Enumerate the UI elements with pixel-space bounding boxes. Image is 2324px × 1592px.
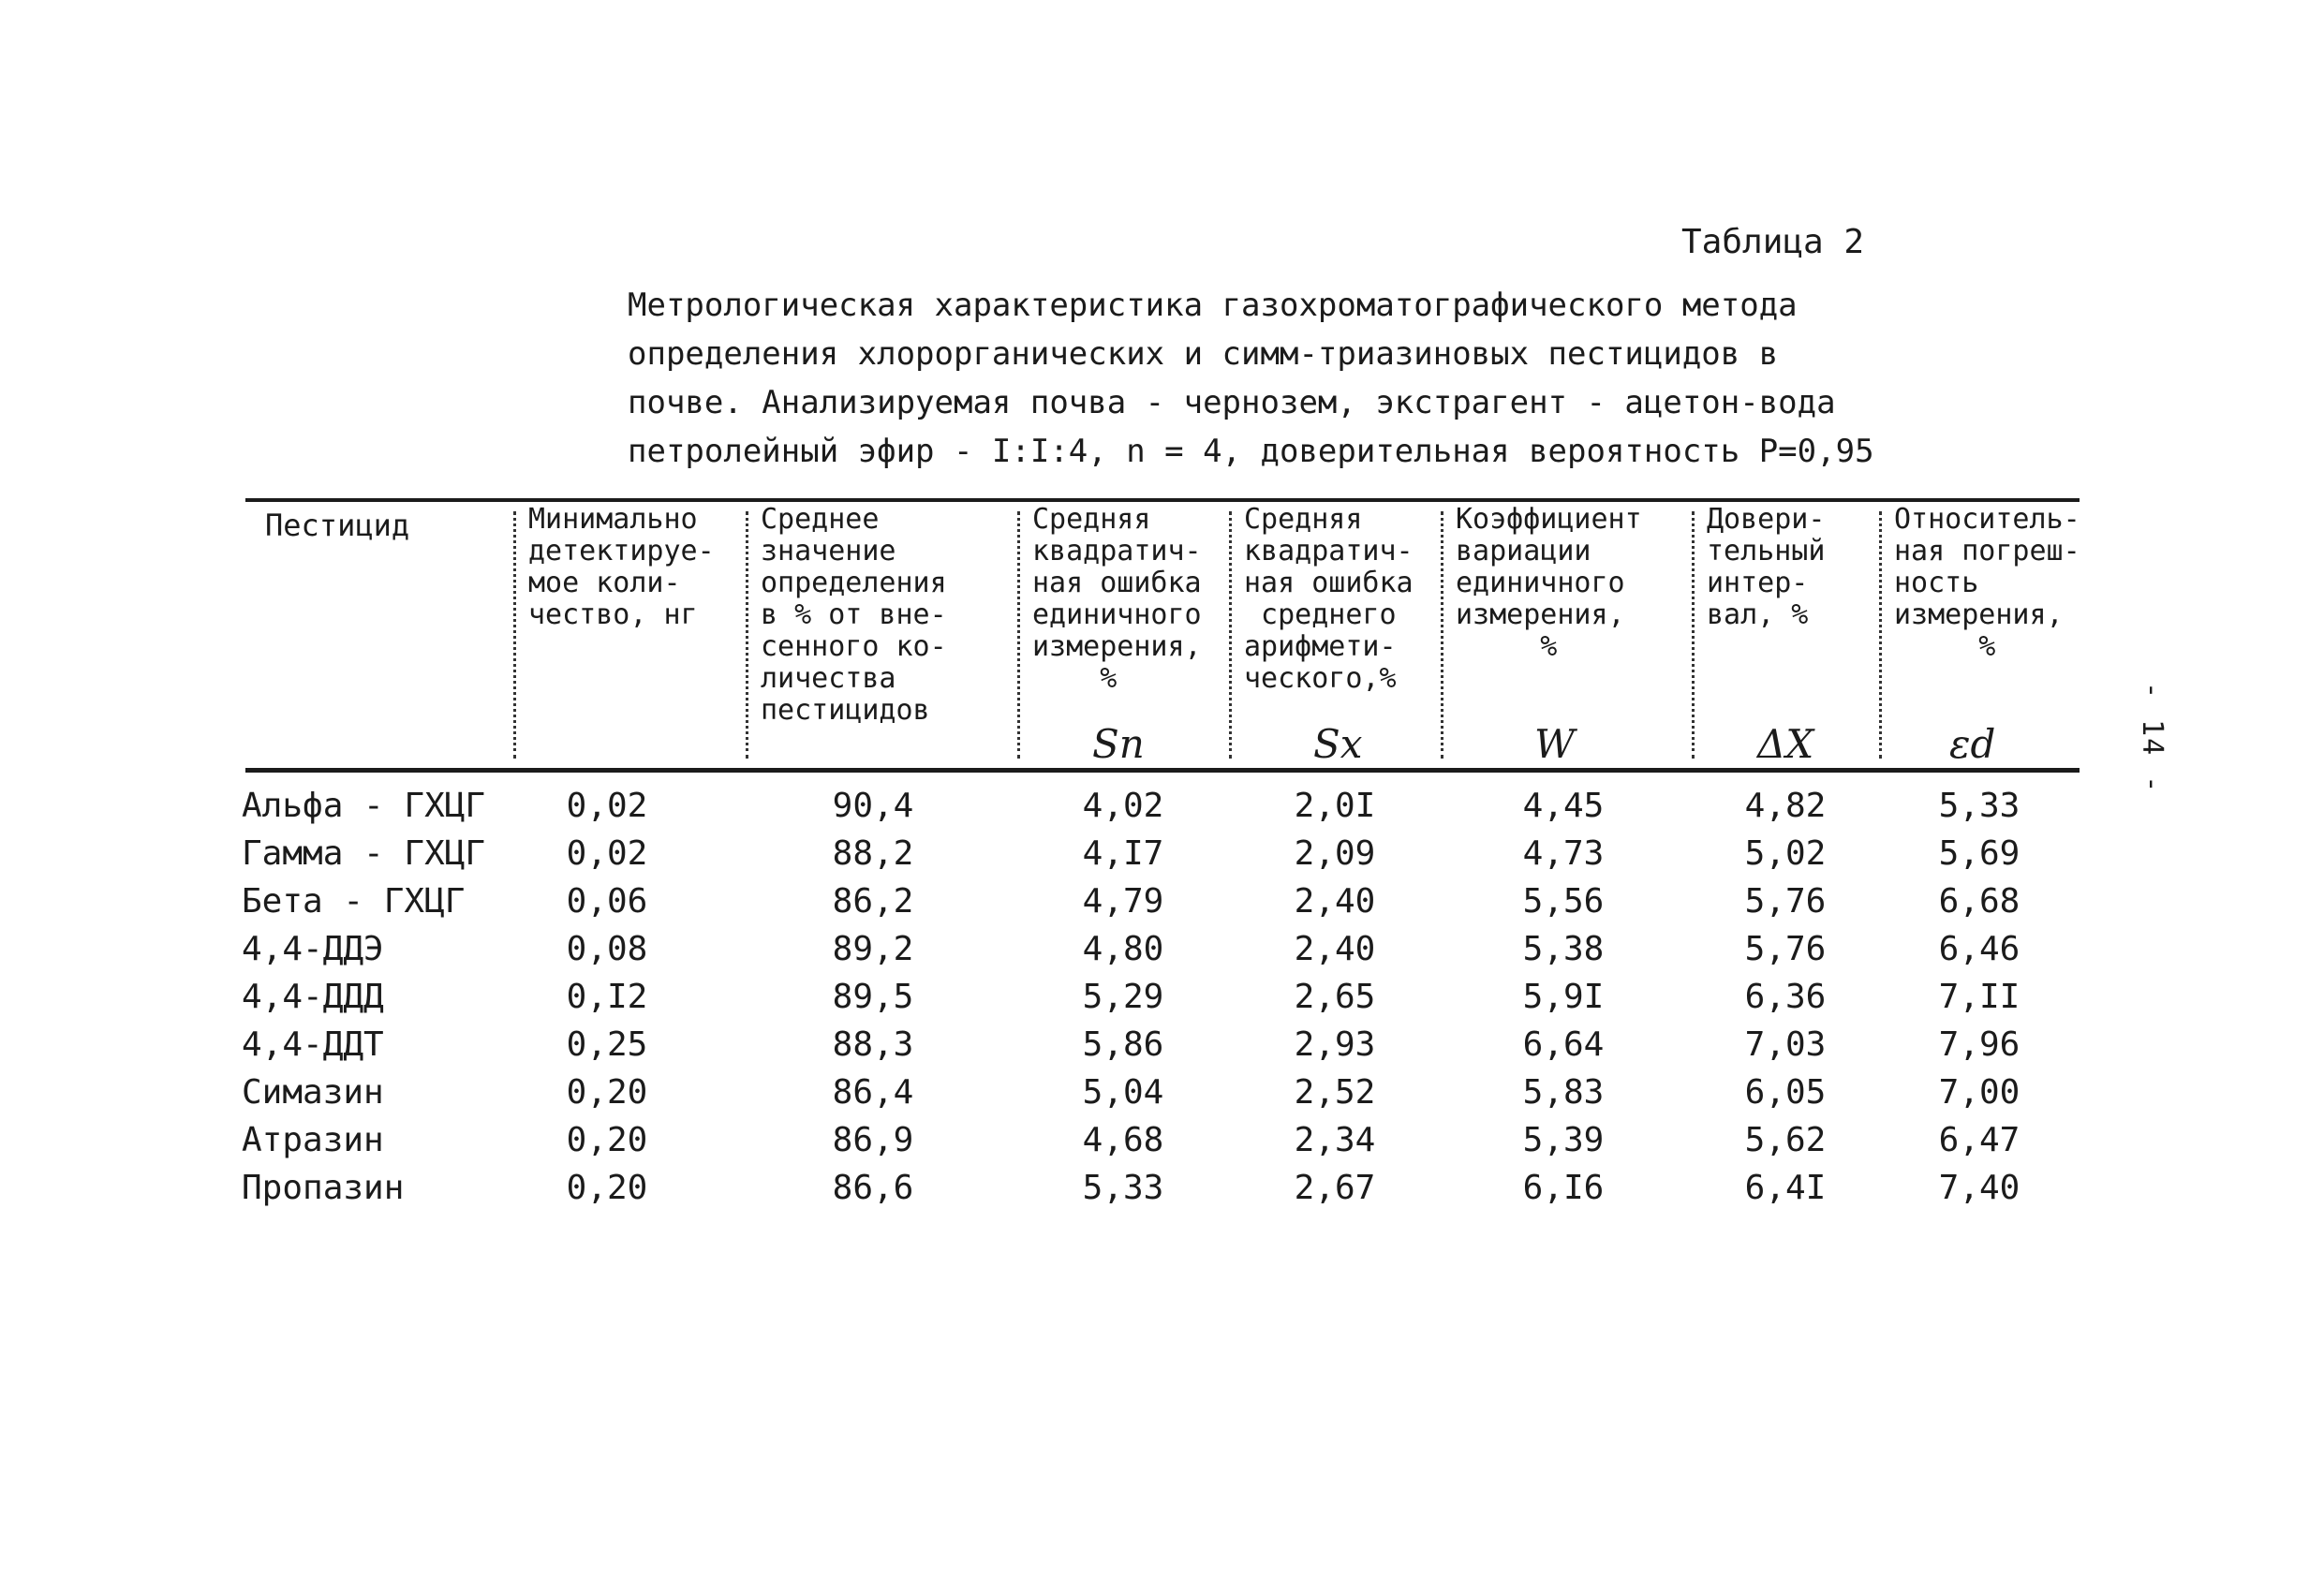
pesticide-name: Гамма - ГХЦГ <box>242 834 486 873</box>
confidence-interval-value: 4,82 <box>1744 787 1827 825</box>
header-relative-error-symbol: εd <box>1949 721 1996 767</box>
confidence-interval-value: 5,02 <box>1744 834 1827 873</box>
min-detectable-value: 0,02 <box>566 834 648 873</box>
page-number: - 14 - <box>2136 682 2169 795</box>
header-confidence-interval-label: Довери- тельный интер- вал, % <box>1707 503 1826 631</box>
sd-mean-value: 2,40 <box>1294 882 1376 921</box>
variation-value: 4,73 <box>1522 834 1605 873</box>
header-variation-label: Коэффициент вариации единичного измерения, % <box>1456 503 1642 663</box>
table-label: Таблица 2 <box>1681 223 1865 261</box>
sd-mean-value: 2,52 <box>1294 1073 1376 1112</box>
mean-value: 86,6 <box>832 1169 914 1207</box>
min-detectable-value: 0,02 <box>566 787 648 825</box>
header-confidence-interval-symbol: ΔX <box>1757 721 1814 767</box>
pesticide-name: Атразин <box>242 1121 384 1159</box>
confidence-interval-value: 5,76 <box>1744 930 1827 968</box>
pesticide-name: Бета - ГХЦГ <box>242 882 466 921</box>
confidence-interval-value: 5,62 <box>1744 1121 1827 1159</box>
table-row <box>0 787 2324 833</box>
min-detectable-value: 0,06 <box>566 882 648 921</box>
min-detectable-value: 0,20 <box>566 1073 648 1112</box>
relative-error-value: 6,68 <box>1938 882 2021 921</box>
min-detectable-value: 0,20 <box>566 1121 648 1159</box>
relative-error-value: 7,II <box>1938 978 2021 1016</box>
mean-value: 89,2 <box>832 930 914 968</box>
header-variation <box>1441 504 1686 766</box>
sd-mean-value: 2,67 <box>1294 1169 1376 1207</box>
table-row <box>0 834 2324 881</box>
mean-value: 88,2 <box>832 834 914 873</box>
min-detectable-value: 0,I2 <box>566 978 648 1016</box>
relative-error-value: 6,47 <box>1938 1121 2021 1159</box>
sd-single-value: 4,02 <box>1082 787 1164 825</box>
table-top-rule <box>245 498 2080 502</box>
header-pesticide <box>265 504 499 766</box>
header-mean-value-label: Среднее значение определения в % от вне- сенного ко- личества пестицидов <box>761 503 947 727</box>
sd-single-value: 5,29 <box>1082 978 1164 1016</box>
sd-single-value: 4,68 <box>1082 1121 1164 1159</box>
table-row <box>0 1121 2324 1168</box>
pesticide-name: 4,4-ДДТ <box>242 1025 384 1064</box>
table-row <box>0 978 2324 1024</box>
table-row <box>0 1169 2324 1216</box>
table-row <box>0 930 2324 977</box>
header-variation-symbol: W <box>1534 721 1576 767</box>
sd-mean-value: 2,34 <box>1294 1121 1376 1159</box>
mean-value: 90,4 <box>832 787 914 825</box>
header-sd-single-label: Средняя квадратич- ная ошибка единичного измерения, % <box>1032 503 1202 695</box>
sd-single-value: 4,I7 <box>1082 834 1164 873</box>
variation-value: 6,I6 <box>1522 1169 1605 1207</box>
title-line: Метрологическая характеристика газохроматографического метода <box>628 287 1798 324</box>
table-header-rule <box>245 768 2080 773</box>
header-sd-single-symbol: Sn <box>1092 721 1145 767</box>
header-sd-mean-label: Средняя квадратич- ная ошибка среднего арифмети- ческого,% <box>1244 503 1414 695</box>
header-pesticide-label: Пестицид <box>265 508 410 543</box>
header-min-detectable-label: Минимально детектируе- мое коли- чество, нг <box>528 503 715 631</box>
relative-error-value: 7,96 <box>1938 1025 2021 1064</box>
sd-mean-value: 2,0I <box>1294 787 1376 825</box>
mean-value: 86,2 <box>832 882 914 921</box>
title-line: определения хлорорганических и симм-триазиновых пестицидов в <box>628 335 1779 373</box>
relative-error-value: 5,33 <box>1938 787 2021 825</box>
header-mean-value <box>746 504 1017 766</box>
relative-error-value: 7,00 <box>1938 1073 2021 1112</box>
column-separator <box>513 511 516 759</box>
min-detectable-value: 0,20 <box>566 1169 648 1207</box>
header-confidence-interval <box>1692 504 1879 766</box>
sd-single-value: 4,80 <box>1082 930 1164 968</box>
column-separator <box>1692 511 1695 759</box>
sd-mean-value: 2,93 <box>1294 1025 1376 1064</box>
header-relative-error <box>1879 504 2080 766</box>
header-sd-mean <box>1229 504 1441 766</box>
pesticide-name: Альфа - ГХЦГ <box>242 787 486 825</box>
pesticide-name: Пропазин <box>242 1169 405 1207</box>
sd-mean-value: 2,65 <box>1294 978 1376 1016</box>
table-row <box>0 1073 2324 1120</box>
min-detectable-value: 0,25 <box>566 1025 648 1064</box>
table-row <box>0 1025 2324 1072</box>
mean-value: 86,4 <box>832 1073 914 1112</box>
mean-value: 86,9 <box>832 1121 914 1159</box>
confidence-interval-value: 6,05 <box>1744 1073 1827 1112</box>
confidence-interval-value: 6,4I <box>1744 1169 1827 1207</box>
variation-value: 4,45 <box>1522 787 1605 825</box>
sd-single-value: 5,86 <box>1082 1025 1164 1064</box>
column-separator <box>746 511 748 759</box>
variation-value: 5,56 <box>1522 882 1605 921</box>
variation-value: 5,83 <box>1522 1073 1605 1112</box>
variation-value: 5,39 <box>1522 1121 1605 1159</box>
header-relative-error-label: Относитель- ная погреш- ность измерения, % <box>1894 503 2080 663</box>
sd-mean-value: 2,09 <box>1294 834 1376 873</box>
relative-error-value: 5,69 <box>1938 834 2021 873</box>
title-line: почве. Анализируемая почва - чернозем, экстрагент - ацетон-вода <box>628 384 1836 421</box>
header-sd-single <box>1017 504 1229 766</box>
header-sd-mean-symbol: Sx <box>1313 721 1363 767</box>
pesticide-name: 4,4-ДДД <box>242 978 384 1016</box>
column-separator <box>1229 511 1232 759</box>
pesticide-name: 4,4-ДДЭ <box>242 930 384 968</box>
variation-value: 5,9I <box>1522 978 1605 1016</box>
sd-single-value: 4,79 <box>1082 882 1164 921</box>
sd-single-value: 5,33 <box>1082 1169 1164 1207</box>
relative-error-value: 6,46 <box>1938 930 2021 968</box>
table-title <box>628 281 1995 476</box>
column-separator <box>1441 511 1443 759</box>
mean-value: 89,5 <box>832 978 914 1016</box>
sd-single-value: 5,04 <box>1082 1073 1164 1112</box>
confidence-interval-value: 6,36 <box>1744 978 1827 1016</box>
min-detectable-value: 0,08 <box>566 930 648 968</box>
title-line: петролейный эфир - I:I:4, n = 4, доверительная вероятность P=0,95 <box>628 433 1874 470</box>
variation-value: 5,38 <box>1522 930 1605 968</box>
relative-error-value: 7,40 <box>1938 1169 2021 1207</box>
header-min-detectable <box>513 504 738 766</box>
table-row <box>0 882 2324 929</box>
mean-value: 88,3 <box>832 1025 914 1064</box>
sd-mean-value: 2,40 <box>1294 930 1376 968</box>
confidence-interval-value: 7,03 <box>1744 1025 1827 1064</box>
column-separator <box>1879 511 1882 759</box>
column-separator <box>1017 511 1020 759</box>
confidence-interval-value: 5,76 <box>1744 882 1827 921</box>
variation-value: 6,64 <box>1522 1025 1605 1064</box>
pesticide-name: Симазин <box>242 1073 384 1112</box>
